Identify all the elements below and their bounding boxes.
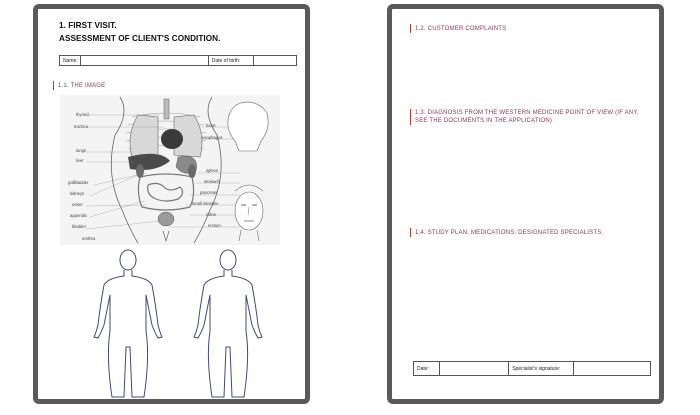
plan-area[interactable] [410,241,648,356]
section-heading-diagnosis [410,109,639,125]
section-title: 1.4. STUDY PLAN. MEDICATIONS. DESIGNATED SPECIALISTS. [415,229,604,236]
label-kidneys: kidneys [70,191,85,196]
label-stomach: stomach [204,179,220,184]
page-title: 1. FIRST VISIT. [59,21,117,30]
signature-table [413,361,651,376]
label-urethra: urethra [82,236,96,241]
body-outline-diagram [58,247,298,397]
section-marker [410,24,411,33]
section-title: 1.2. CUSTOMER COMPLAINTS [415,25,507,32]
dob-label: Date of birth: [209,56,255,65]
section-heading-plan [410,228,603,237]
section-marker [410,109,411,125]
section-marker [410,228,411,237]
label-bladder: bladder [72,224,86,229]
page-subtitle: ASSESSMENT OF CLIENT'S CONDITION. [59,34,221,43]
section-marker [53,81,54,90]
label-rectum: rectum [208,223,221,228]
signature-label: Specialist's signature: [509,362,573,375]
client-info-table [59,55,297,66]
label-thyroid: thyroid [76,112,89,117]
section-heading-image [53,81,105,90]
label-colon: colon [206,212,217,217]
label-esophagus: esophagus [202,135,223,140]
label-lungs: lungs [76,148,87,153]
label-gallbladder: gallbladder [68,180,89,185]
signature-field[interactable] [574,362,650,375]
section-title-line1: 1.3. DIAGNOSIS FROM THE WESTERN MEDICINE POINT OF VIEW (IF ANY, [415,110,639,116]
form-page-right [387,4,664,404]
date-field[interactable] [440,362,509,375]
section-title-line2: SEE THE DOCUMENTS IN THE APPLICATION) [415,118,553,124]
section-title: 1.1. THE IMAGE [58,82,106,89]
name-label: Name: [60,56,81,65]
label-spleen: spleen [206,168,219,173]
label-ureter: ureter [72,202,83,207]
diagnosis-area[interactable] [410,131,648,221]
label-heart: heart [206,123,216,128]
label-appendix: appendix [70,213,87,218]
section-heading-complaints [410,24,506,33]
label-small-intestine: small intestine [192,201,219,206]
complaints-area[interactable] [410,37,648,105]
label-liver: liver [76,158,84,163]
anatomy-image [60,95,280,245]
form-page-left [33,4,310,404]
anatomy-drawing [60,95,280,245]
label-pancreas: pancreas [200,190,218,195]
label-trachea: trachea [74,124,88,129]
name-field[interactable] [81,56,209,65]
dob-field[interactable] [254,56,296,65]
date-label: Date: [414,362,440,375]
